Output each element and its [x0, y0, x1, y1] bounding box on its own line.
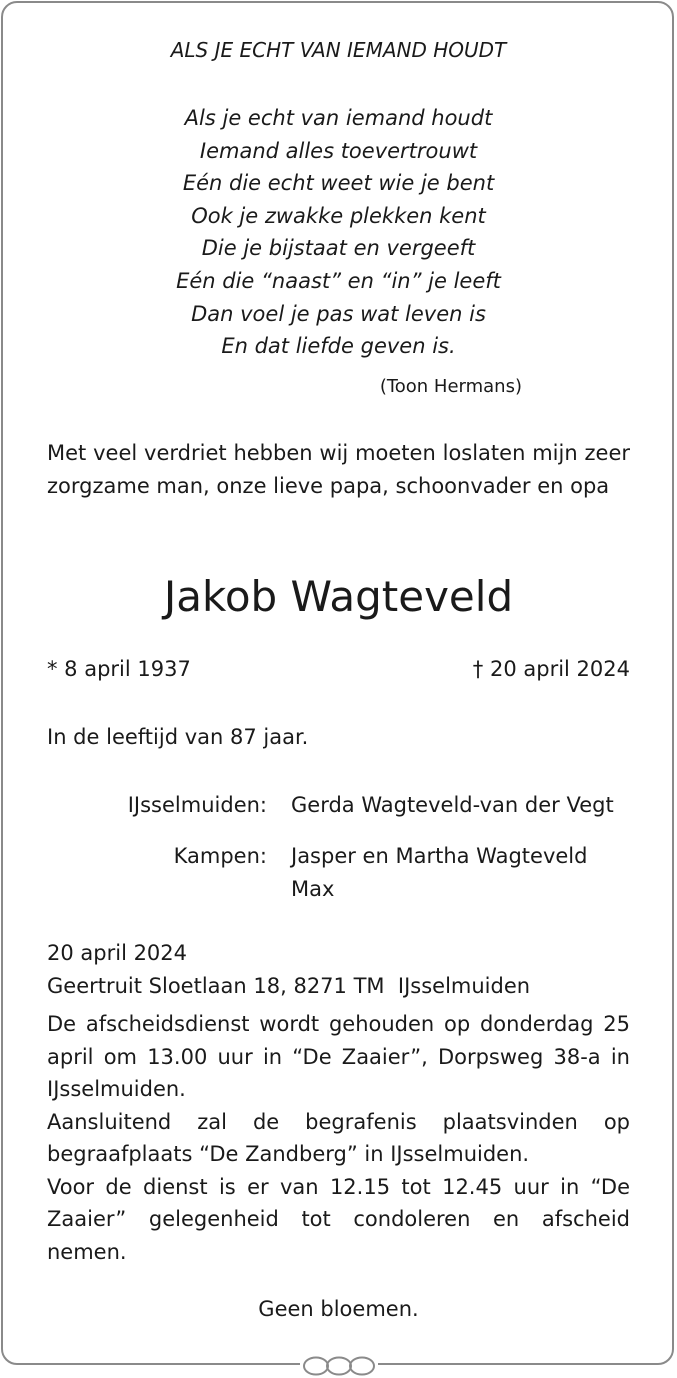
birth-date: * 8 april 1937 [47, 657, 191, 681]
address-date: 20 april 2024 [47, 941, 188, 965]
poem [47, 102, 630, 363]
deceased-name: Jakob Wagteveld [163, 572, 514, 621]
address-block [47, 937, 530, 1002]
poem-line: Eén die “naast” en “in” je leeft [176, 268, 501, 293]
family-name: Jasper en Martha Wagteveld [291, 844, 588, 868]
poem-line: Eén die echt weet wie je bent [182, 171, 495, 196]
address-line: Geertruit Sloetlaan 18, 8271 TM IJsselmuiden [47, 973, 531, 998]
family-name: Gerda Wagteveld-van der Vegt [291, 793, 614, 817]
service-details [47, 1008, 630, 1268]
intro-text: Met veel verdriet hebben wij moeten loslaten mijn zeer zorgzame man, onze lieve papa, schoonvader en opa [47, 441, 630, 498]
service-paragraph: De afscheidsdienst wordt gehouden op donderdag 25 april om 13.00 uur in “De Zaaier”, Dorpsweg 38-a in IJsselmuiden. [47, 1012, 630, 1101]
poem-line: Als je echt van iemand houdt [184, 106, 493, 130]
poem-line: Ook je zwakke plekken kent [191, 203, 486, 228]
closing-note: Geen bloemen. [258, 1297, 419, 1321]
family-place: Kampen: [173, 844, 267, 868]
family-names [291, 789, 614, 822]
death-date: † 20 april 2024 [472, 657, 630, 681]
family-place: IJsselmuiden: [127, 793, 267, 817]
service-paragraph: Voor de dienst is er van 12.15 tot 12.45 uur in “De Zaaier” gelegenheid tot condoleren en afscheid nemen. [47, 1174, 630, 1264]
service-paragraph: Aansluitend zal de begrafenis plaatsvinden op begraafplaats “De Zandberg” in IJsselmuiden. [47, 1109, 630, 1166]
age-text: In de leeftijd van 87 jaar. [47, 725, 309, 749]
poem-title: ALS JE ECHT VAN IEMAND HOUDT [170, 38, 507, 62]
poem-author: (Toon Hermans) [379, 376, 522, 397]
poem-line: Dan voel je pas wat leven is [191, 301, 486, 326]
family-names [291, 840, 587, 905]
poem-line: En dat liefde geven is. [221, 334, 456, 359]
poem-line: Die je bijstaat en vergeeft [201, 236, 476, 261]
family-name: Max [291, 876, 335, 901]
three-rings-ornament-icon [300, 1355, 378, 1377]
poem-line: Iemand alles toevertrouwt [199, 138, 478, 163]
